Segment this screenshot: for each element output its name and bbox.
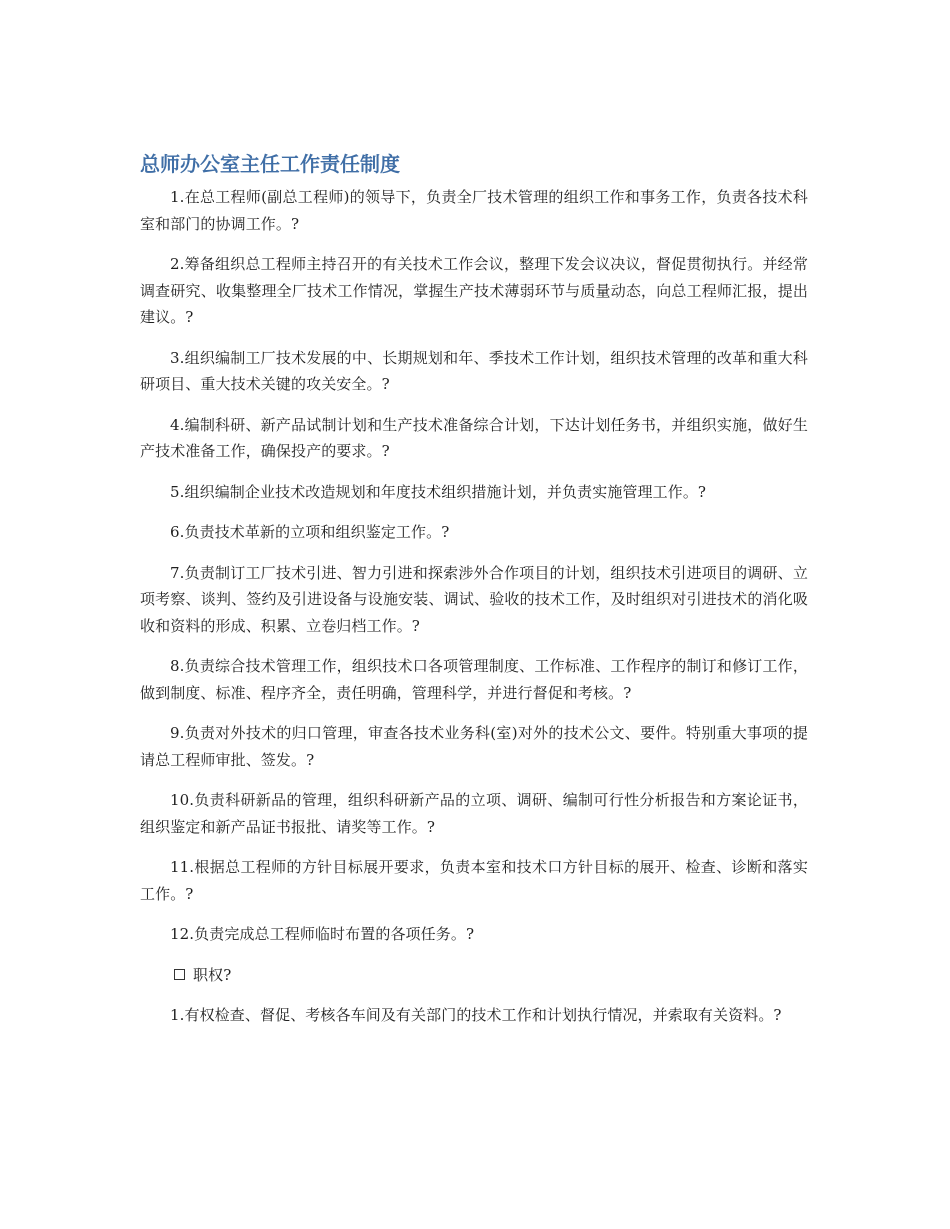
- authority-paragraph-1: 1.有权检查、督促、考核各车间及有关部门的技术工作和计划执行情况，并索取有关资料。?: [170, 1006, 782, 1024]
- document-title: 总师办公室主任工作责任制度: [140, 152, 400, 176]
- paragraph-7: 7.负责制订工厂技术引进、智力引进和探索涉外合作项目的计划，组织技术引进项目的调研、立项考察、谈判、签约及引进设备与设施安装、调试、验收的技术工作，及时组织对引进技术的消化吸收和资料的形成、积累、立卷归档工作。?: [140, 563, 808, 635]
- section-heading-label: 职权?: [193, 965, 232, 984]
- paragraph-12: 12.负责完成总工程师临时布置的各项任务。?: [170, 925, 475, 943]
- paragraph-10: 10.负责科研新品的管理，组织科研新产品的立项、调研、编制可行性分析报告和方案论证书，组织鉴定和新产品证书报批、请奖等工作。?: [140, 791, 808, 836]
- paragraph-9: 9.负责对外技术的归口管理，审查各技术业务科(室)对外的技术公文、要件。特别重大事项的提请总工程师审批、签发。?: [140, 724, 808, 769]
- paragraph-4: 4.编制科研、新产品试制计划和生产技术准备综合计划，下达计划任务书，并组织实施，做好生产技术准备工作，确保投产的要求。?: [140, 415, 808, 460]
- paragraph-8: 8.负责综合技术管理工作，组织技术口各项管理制度、工作标准、工作程序的制订和修订工作，做到制度、标准、程序齐全，责任明确，管理科学，并进行督促和考核。?: [140, 657, 808, 702]
- checkbox-square-icon: [174, 969, 185, 980]
- paragraph-3: 3.组织编制工厂技术发展的中、长期规划和年、季技术工作计划，组织技术管理的改革和重大科研项目、重大技术关键的攻关安全。?: [140, 348, 808, 393]
- paragraph-1: 1.在总工程师(副总工程师)的领导下，负责全厂技术管理的组织工作和事务工作，负责各技术科室和部门的协调工作。?: [140, 188, 808, 233]
- document-body: [140, 150, 808, 1043]
- paragraph-2: 2.筹备组织总工程师主持召开的有关技术工作会议，整理下发会议决议，督促贯彻执行。并经常调查研究、收集整理全厂技术工作情况，掌握生产技术薄弱环节与质量动态，向总工程师汇报，提出建议。?: [140, 255, 808, 326]
- paragraph-11: 11.根据总工程师的方针目标展开要求，负责本室和技术口方针目标的展开、检查、诊断和落实工作。?: [140, 858, 808, 903]
- paragraph-5: 5.组织编制企业技术改造规划和年度技术组织措施计划，并负责实施管理工作。?: [170, 482, 707, 501]
- section-heading: [140, 962, 808, 989]
- paragraph-6: 6.负责技术革新的立项和组织鉴定工作。?: [170, 523, 450, 541]
